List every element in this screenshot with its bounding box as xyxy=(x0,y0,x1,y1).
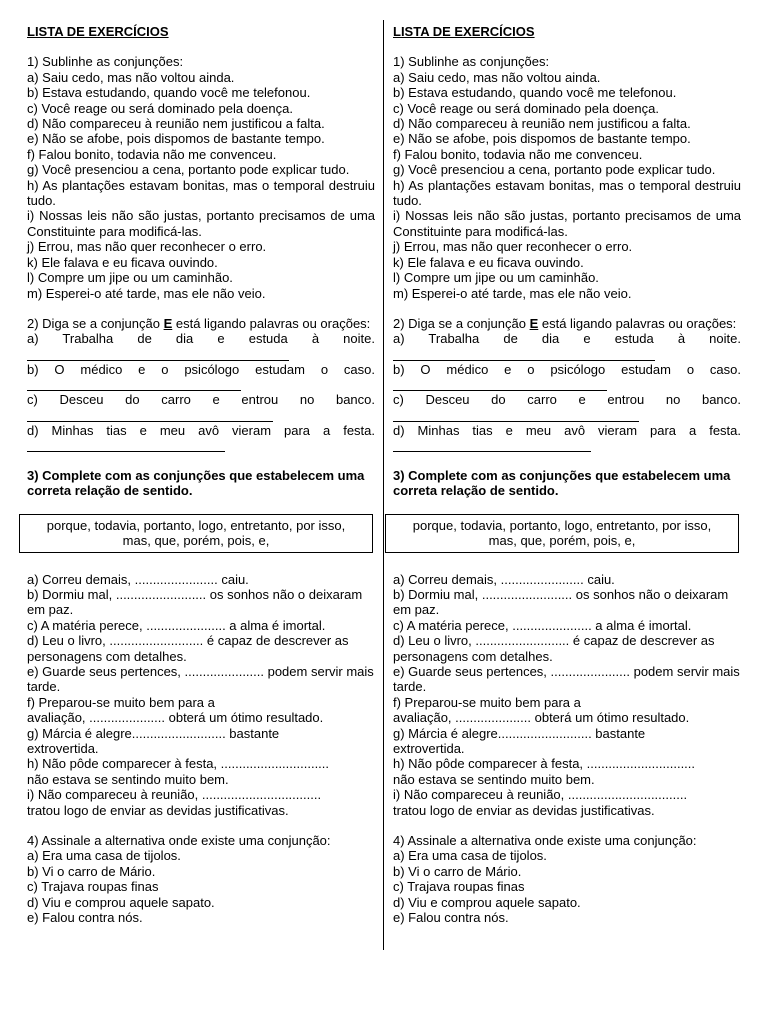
q3-item-b: b) Dormiu mal, ......................... os sonhos não o deixaram em paz. xyxy=(393,586,729,618)
q1-item-m: m) Esperei-o até tarde, mas ele não veio. xyxy=(27,285,266,301)
q2-blank-c[interactable] xyxy=(393,408,639,422)
q3-item-i2: tratou logo de enviar as devidas justificativas. xyxy=(393,802,655,818)
q2-blank-b[interactable] xyxy=(393,377,607,391)
q1-item-a: a) Saiu cedo, mas não voltou ainda. xyxy=(393,69,601,85)
q1-heading: 1) Sublinhe as conjunções: xyxy=(393,54,550,70)
q1-item-g: g) Você presenciou a cena, portanto pode explicar tudo. xyxy=(393,162,716,178)
q2-blank-d[interactable] xyxy=(393,438,591,452)
q3-item-f1: f) Preparou-se muito bem para a xyxy=(27,694,215,710)
q3-item-c: c) A matéria perece, ...................... a alma é imortal. xyxy=(27,617,326,633)
q3-item-b: b) Dormiu mal, ......................... os sonhos não o deixaram em paz. xyxy=(27,586,363,618)
q3-heading: 3) Complete com as conjunções que estabelecem uma correta relação de sentido. xyxy=(27,467,365,499)
q1-item-d: d) Não compareceu à reunião nem justificou a falta. xyxy=(393,116,691,132)
q4-item-a: a) Era uma casa de tijolos. xyxy=(27,848,181,864)
q1-item-g: g) Você presenciou a cena, portanto pode explicar tudo. xyxy=(27,162,350,178)
q3-item-e: e) Guarde seus pertences, ...................... podem servir mais tarde. xyxy=(393,664,740,695)
q2-heading: 2) Diga se a conjunção E está ligando palavras ou orações: xyxy=(393,315,737,331)
q3-word-box xyxy=(19,514,373,553)
q3-item-g2: extrovertida. xyxy=(393,741,465,757)
q2-item-d: d) Minhas tias e meu avô vieram para a festa. xyxy=(393,422,741,438)
q1-item-h: h) As plantações estavam bonitas, mas o temporal destruiu tudo. xyxy=(27,177,375,209)
q3-box-line-2: mas, que, porém, pois, e, xyxy=(488,533,636,549)
q3-item-i2: tratou logo de enviar as devidas justificativas. xyxy=(27,802,289,818)
q3-item-c: c) A matéria perece, ...................... a alma é imortal. xyxy=(393,617,692,633)
q1-item-c: c) Você reage ou será dominado pela doença. xyxy=(393,100,659,116)
q2-blank-d[interactable] xyxy=(27,438,225,452)
q4-item-e: e) Falou contra nós. xyxy=(393,910,509,926)
q1-item-j: j) Errou, mas não quer reconhecer o erro. xyxy=(27,239,267,255)
left-column xyxy=(27,24,375,926)
q3-word-box xyxy=(385,514,739,553)
q2-item-b: b) O médico e o psicólogo estudam o caso. xyxy=(27,361,375,377)
q1-item-e: e) Não se afobe, pois dispomos de bastante tempo. xyxy=(393,131,691,147)
q4-item-c: c) Trajava roupas finas xyxy=(393,879,525,895)
q1-item-b: b) Estava estudando, quando você me telefonou. xyxy=(27,85,311,101)
q4-item-b: b) Vi o carro de Mário. xyxy=(393,863,522,879)
q3-item-h1: h) Não pôde comparecer à festa, .............................. xyxy=(27,756,330,772)
q4-item-a: a) Era uma casa de tijolos. xyxy=(393,848,547,864)
q4-heading: 4) Assinale a alternativa onde existe uma conjunção: xyxy=(27,833,331,849)
q3-item-f2: avaliação, ..................... obterá um ótimo resultado. xyxy=(393,710,690,726)
q3-item-f1: f) Preparou-se muito bem para a xyxy=(393,694,581,710)
q1-item-b: b) Estava estudando, quando você me telefonou. xyxy=(393,85,677,101)
q2-item-c: c) Desceu do carro e entrou no banco. xyxy=(393,392,741,408)
q1-item-k: k) Ele falava e eu ficava ouvindo. xyxy=(393,254,584,270)
q3-item-g1: g) Márcia é alegre.......................... bastante xyxy=(393,725,646,741)
q2-blank-b[interactable] xyxy=(27,377,241,391)
q1-item-e: e) Não se afobe, pois dispomos de bastante tempo. xyxy=(27,131,325,147)
q3-item-h2: não estava se sentindo muito bem. xyxy=(27,771,229,787)
q2-blank-a[interactable] xyxy=(27,347,289,361)
q3-item-g2: extrovertida. xyxy=(27,741,99,757)
q4-item-b: b) Vi o carro de Mário. xyxy=(27,863,156,879)
q2-item-c: c) Desceu do carro e entrou no banco. xyxy=(27,392,375,408)
q3-item-a: a) Correu demais, ....................... caiu. xyxy=(27,571,249,587)
q3-item-h1: h) Não pôde comparecer à festa, .............................. xyxy=(393,756,696,772)
q1-item-c: c) Você reage ou será dominado pela doença. xyxy=(27,100,293,116)
q3-item-f2: avaliação, ..................... obterá um ótimo resultado. xyxy=(27,710,324,726)
q3-box-line-2: mas, que, porém, pois, e, xyxy=(122,533,270,549)
q1-heading: 1) Sublinhe as conjunções: xyxy=(27,54,184,70)
q2-item-a: a) Trabalha de dia e estuda à noite. xyxy=(393,331,741,347)
q1-item-l: l) Compre um jipe ou um caminhão. xyxy=(27,270,233,286)
q1-item-h: h) As plantações estavam bonitas, mas o temporal destruiu tudo. xyxy=(393,177,741,209)
q3-heading: 3) Complete com as conjunções que estabelecem uma correta relação de sentido. xyxy=(393,467,731,499)
q1-item-k: k) Ele falava e eu ficava ouvindo. xyxy=(27,254,218,270)
q3-box-line-1: porque, todavia, portanto, logo, entretanto, por isso, xyxy=(412,517,712,533)
q1-item-m: m) Esperei-o até tarde, mas ele não veio. xyxy=(393,285,632,301)
q1-item-j: j) Errou, mas não quer reconhecer o erro. xyxy=(393,239,633,255)
q2-item-b: b) O médico e o psicólogo estudam o caso. xyxy=(393,361,741,377)
q3-item-d: d) Leu o livro, .......................... é capaz de descrever as personagens com detalhes. xyxy=(393,633,715,664)
column-divider xyxy=(383,20,384,950)
q3-item-e: e) Guarde seus pertences, ...................... podem servir mais tarde. xyxy=(27,664,374,695)
q4-item-e: e) Falou contra nós. xyxy=(27,910,143,926)
q2-heading: 2) Diga se a conjunção E está ligando palavras ou orações: xyxy=(27,315,371,331)
right-column xyxy=(393,24,741,926)
q1-item-d: d) Não compareceu à reunião nem justificou a falta. xyxy=(27,116,325,132)
q3-item-h2: não estava se sentindo muito bem. xyxy=(393,771,595,787)
q4-item-c: c) Trajava roupas finas xyxy=(27,879,159,895)
q1-item-i: i) Nossas leis não são justas, portanto precisamos de uma Constituinte para modificá-las. xyxy=(27,208,375,239)
q1-item-a: a) Saiu cedo, mas não voltou ainda. xyxy=(27,69,235,85)
q1-item-i: i) Nossas leis não são justas, portanto precisamos de uma Constituinte para modificá-las. xyxy=(393,208,741,239)
q1-item-f: f) Falou bonito, todavia não me convenceu. xyxy=(393,146,643,162)
q2-item-d: d) Minhas tias e meu avô vieram para a festa. xyxy=(27,422,375,438)
q1-item-l: l) Compre um jipe ou um caminhão. xyxy=(393,270,599,286)
page-title: LISTA DE EXERCÍCIOS xyxy=(27,24,169,39)
q3-item-i1: i) Não compareceu à reunião, ................................. xyxy=(393,787,688,803)
page-title: LISTA DE EXERCÍCIOS xyxy=(393,24,535,39)
q3-item-a: a) Correu demais, ....................... caiu. xyxy=(393,571,615,587)
q3-item-i1: i) Não compareceu à reunião, ................................. xyxy=(27,787,322,803)
q4-item-d: d) Viu e comprou aquele sapato. xyxy=(27,894,215,910)
q4-heading: 4) Assinale a alternativa onde existe uma conjunção: xyxy=(393,833,697,849)
q3-item-d: d) Leu o livro, .......................... é capaz de descrever as personagens com detalhes. xyxy=(27,633,349,664)
q3-item-g1: g) Márcia é alegre.......................... bastante xyxy=(27,725,280,741)
q1-item-f: f) Falou bonito, todavia não me convenceu. xyxy=(27,146,277,162)
q2-blank-a[interactable] xyxy=(393,347,655,361)
q4-item-d: d) Viu e comprou aquele sapato. xyxy=(393,894,581,910)
q3-box-line-1: porque, todavia, portanto, logo, entretanto, por isso, xyxy=(46,517,346,533)
q2-blank-c[interactable] xyxy=(27,408,273,422)
q2-item-a: a) Trabalha de dia e estuda à noite. xyxy=(27,331,375,347)
